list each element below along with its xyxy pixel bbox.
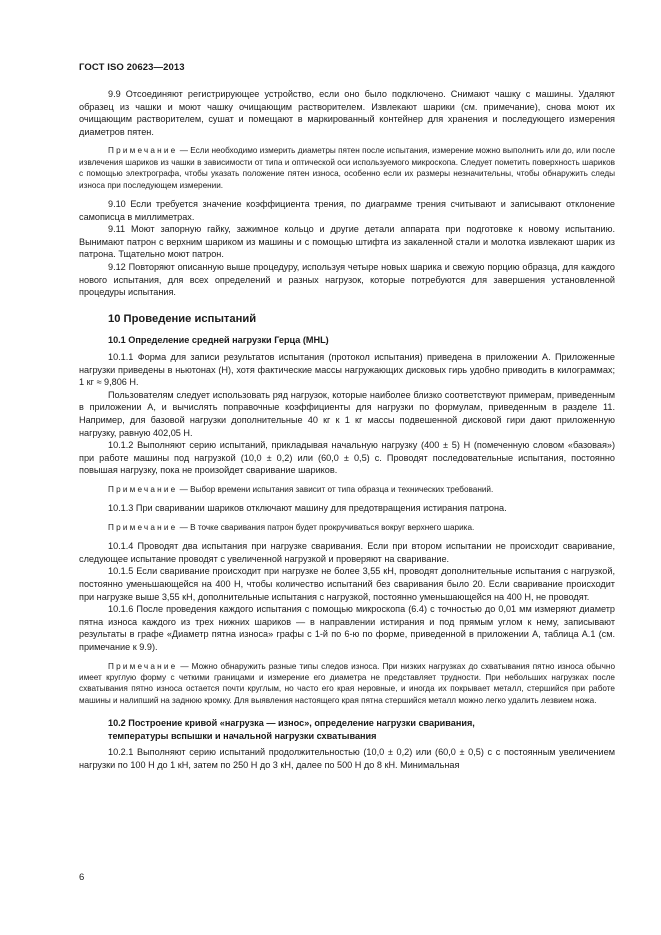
note-label: Примечание: [108, 522, 178, 532]
page-body: [79, 88, 615, 772]
paragraph-9-11: 9.11 Моют запорную гайку, зажимное кольцо и другие детали аппарата при подготовке к новому испытанию. Вынимают патрон с верхним шариком из машины и с помощью штифта из закаленной стали и молотка извлекают шарик из патрона. Тщательно моют патрон.: [79, 224, 615, 260]
note-text: — Можно обнаружить разные типы следов износа. При низких нагрузках до схватывания пятно износа обычно имеет круглую форму с четкими границами и измерение его диаметра не представляет трудности. При небольших нагрузках после схватывания пятно износа остается почти круглым, но часто его края неровные, и иногда их покрывает металл, стершийся при работе машины и налипший на заднюю кромку. Для выявления настоящего края пятна стершийся металл можно легко удалить лезвием ножа.: [79, 661, 615, 705]
note-label: Примечание: [108, 484, 178, 494]
paragraph-9-12: 9.12 Повторяют описанную выше процедуру, используя четыре новых шарика и свежую порцию образца, для каждого нового испытания, для всех определений и разных нагрузок, которые потребуются для завершения установленной процедуры испытания.: [79, 261, 615, 298]
paragraph-10-1-5: 10.1.5 Если сваривание происходит при нагрузке не более 3,55 кН, проводят дополнительные испытания с нагрузкой, постоянно уменьшающейся на 400 Н, чтобы количество испытаний без сваривания было 20. Если сваривание происходит при нагрузке выше 3,55 кН, дополнительные испытания с нагрузкой, постоянно уменьшающейся на 400 Н, не проводят.: [79, 566, 615, 602]
paragraph-9-10: 9.10 Если требуется значение коэффициента трения, по диаграмме трения считывают и записывают отклонение самописца в миллиметрах.: [79, 199, 615, 222]
note-text: — Выбор времени испытания зависит от типа образца и технических требований.: [177, 484, 494, 494]
subsection-heading-10-1: 10.1 Определение средней нагрузки Герца (MHL): [108, 335, 329, 346]
note-text: — В точке сваривания патрон будет прокручиваться вокруг верхнего шарика.: [177, 522, 475, 532]
paragraph-10-2-1: 10.2.1 Выполняют серию испытаний продолжительностью (10,0 ± 0,2) или (60,0 ± 0,5) с с постоянным увеличением нагрузки по 100 Н до 1 кН, затем по 250 Н до 3 кН, далее по 500 Н до 8 кН. Минимальная: [79, 747, 615, 771]
note-9-9: [79, 145, 615, 191]
note-label: Примечание: [108, 146, 178, 156]
note-10-1-2: [79, 484, 615, 495]
heading-line-2: температуры вспышки и начальной нагрузки схватывания: [108, 730, 377, 741]
paragraph-10-1-4: 10.1.4 Проводят два испытания при нагрузке сваривания. Если при втором испытании не происходит сваривание, следующее испытание проводят с увеличенной нагрузкой и проверяют на сваривание.: [79, 541, 615, 564]
note-10-1-6: [79, 661, 615, 707]
running-header: ГОСТ ISO 20623—2013: [79, 62, 185, 73]
paragraph-10-1-2: 10.1.2 Выполняют серию испытаний, прикладывая начальную нагрузку (400 ± 5) Н (помеченную словом «базовая») при работе машины под нагрузкой (10,0 ± 0,2) или (60,0 ± 0,5) с. Проводят последовательные испытания, постоянно повышая нагрузку, пока не произойдет сваривание шариков.: [79, 440, 615, 476]
note-10-1-3: [79, 522, 615, 533]
section-heading-10: 10 Проведение испытаний: [108, 312, 257, 325]
paragraph-10-1-1: 10.1.1 Форма для записи результатов испытания (протокол испытания) приведена в приложении А. Приложенные нагрузки приведены в ньютонах (Н), хотя фактические массы нагружающих дисковых гирь удобно приводить в килограммах; 1 кг ≈ 9,806 Н.: [79, 351, 615, 388]
paragraph-users: Пользователям следует использовать ряд нагрузок, которые наиболее близко соответствуют примерам, приведенным в приложении А, и вычислять поправочные коэффициенты для нагрузки по формулам, приведенным в разделе 11. Например, для базовой нагрузки дополнительные 40 кг к 1 кг массы подвешенной дисковой гири дают приложенную нагрузку, равную 402,05 Н.: [79, 389, 615, 438]
heading-line-1: 10.2 Построение кривой «нагрузка — износ», определение нагрузки сваривания,: [108, 718, 475, 729]
paragraph-10-1-6: 10.1.6 После проведения каждого испытания с помощью микроскопа (6.4) с точностью до 0,01 мм измеряют диаметр пятна износа каждого из трех нижних шариков — в направлении истирания и под прямым углом к нему, записывают результаты в графе «Диаметр пятна износа» графы с 1-й по 6-ю по форме, приведенной в приложении А, таблица А.1 (см. примечание к 9.9).: [79, 604, 615, 653]
paragraph-10-1-3: 10.1.3 При сваривании шариков отключают машину для предотвращения истирания патрона.: [108, 503, 507, 514]
paragraph-9-9: 9.9 Отсоединяют регистрирующее устройство, если оно было подключено. Снимают чашку с машины. Удаляют образец из чашки и моют чашку очищающим растворителем. Извлекают шарики (см. примечание), снова моют их очищающим растворителем, сушат и помещают в маркированный контейнер для хранения и последующего измерения диаметров пятен.: [79, 89, 615, 137]
note-text: — Если необходимо измерить диаметры пятен после испытания, измерение можно выполнить или до, или после извлечения шариков из чашки в зависимости от типа и оптической оси используемого микроскопа. Следует пометить поверхность шариков с помощью электрографа, чтобы указать положение пятен износа, особенно если их размеры незначительны, чтобы обнаружить следы износа при последующем измерении.: [79, 146, 615, 190]
note-label: Примечание: [108, 661, 178, 671]
page-number: 6: [79, 872, 85, 883]
subsection-heading-10-2: [79, 717, 615, 742]
